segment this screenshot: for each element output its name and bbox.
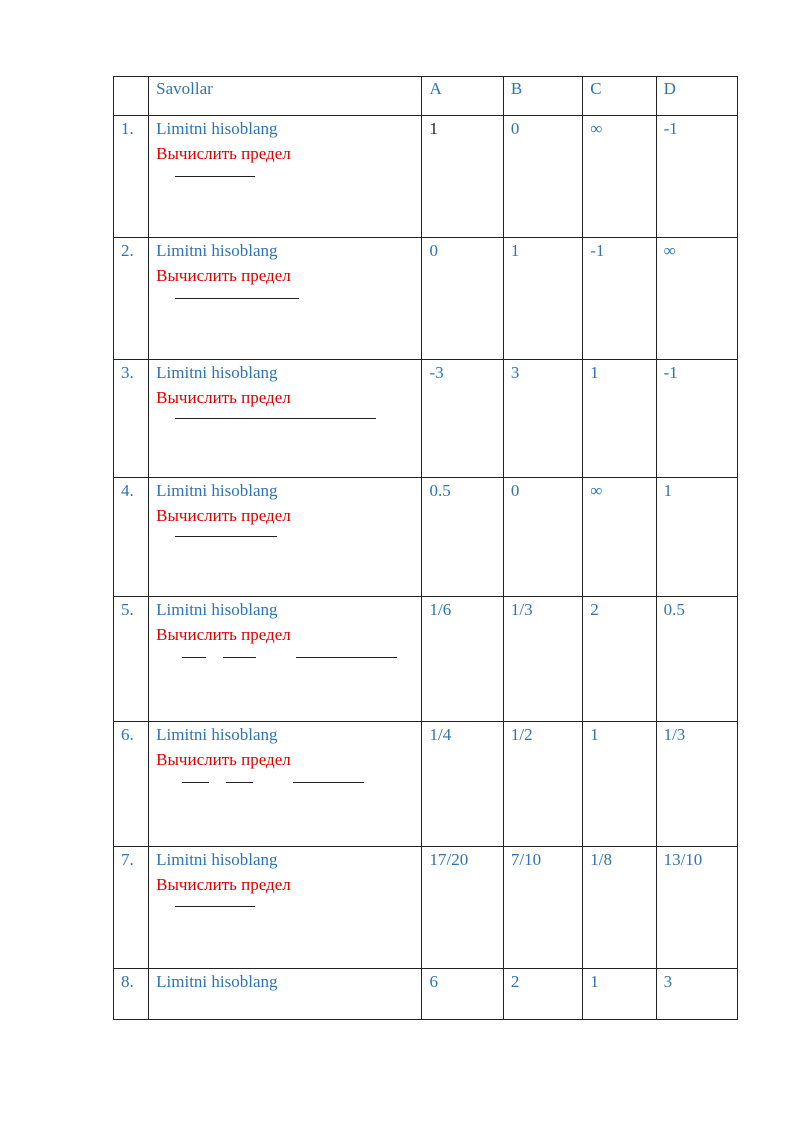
answer-b-cell <box>503 597 582 722</box>
answer-c-cell <box>583 969 656 1020</box>
question-cell <box>149 847 422 969</box>
question-cell <box>149 360 422 478</box>
answer-d: 0.5 <box>663 600 685 619</box>
answer-b-cell <box>503 360 582 478</box>
question-cell <box>149 478 422 597</box>
table-row <box>114 360 738 478</box>
header-questions-cell <box>149 77 422 116</box>
answer-b-cell <box>503 969 582 1020</box>
question-title: Limitni hisoblang <box>156 725 278 744</box>
question-number-cell <box>114 597 149 722</box>
answer-a-cell <box>422 478 503 597</box>
header-questions-label: Savollar <box>156 79 213 98</box>
table-row <box>114 597 738 722</box>
question-title: Limitni hisoblang <box>156 119 278 138</box>
question-number: 7. <box>121 850 134 869</box>
header-a-label: A <box>429 79 442 98</box>
question-cell <box>149 116 422 238</box>
answer-c: 1 <box>590 725 599 744</box>
question-subtitle: Вычислить предел <box>156 506 291 525</box>
question-number-cell <box>114 722 149 847</box>
question-subtitle: Вычислить предел <box>156 388 291 407</box>
question-number: 1. <box>121 119 134 138</box>
question-number: 5. <box>121 600 134 619</box>
formula-placeholder <box>156 647 421 677</box>
answer-d-cell <box>656 969 737 1020</box>
question-number-cell <box>114 478 149 597</box>
question-subtitle: Вычислить предел <box>156 144 291 163</box>
header-a-cell <box>422 77 503 116</box>
answer-d: -1 <box>663 119 678 138</box>
answer-d: 1 <box>663 481 673 500</box>
answer-d-cell <box>656 360 737 478</box>
question-number: 4. <box>121 481 134 500</box>
question-number-cell <box>114 116 149 238</box>
question-number-cell <box>114 969 149 1020</box>
answer-d: -1 <box>663 363 678 382</box>
header-number-cell <box>114 77 149 116</box>
answer-d-cell <box>656 597 737 722</box>
question-subtitle: Вычислить предел <box>156 625 291 644</box>
question-title: Limitni hisoblang <box>156 972 278 991</box>
question-cell <box>149 969 422 1020</box>
answer-c: ∞ <box>590 481 603 500</box>
header-b-cell <box>503 77 582 116</box>
answer-d: 3 <box>663 972 673 991</box>
question-number-cell <box>114 360 149 478</box>
answer-c: 1 <box>590 972 599 991</box>
answer-c-cell <box>583 478 656 597</box>
table-row <box>114 238 738 360</box>
question-title: Limitni hisoblang <box>156 850 278 869</box>
header-d-cell <box>656 77 737 116</box>
answer-a-cell <box>422 969 503 1020</box>
table-row <box>114 969 738 1020</box>
answer-b: 1/3 <box>510 600 533 619</box>
answer-a-cell <box>422 116 503 238</box>
answer-a: 1/4 <box>429 725 452 744</box>
answer-a: 6 <box>429 972 438 991</box>
formula-placeholder <box>156 897 421 927</box>
answer-c-cell <box>583 238 656 360</box>
answer-b-cell <box>503 238 582 360</box>
question-cell <box>149 722 422 847</box>
question-number: 6. <box>121 725 134 744</box>
answer-b: 1/2 <box>510 725 533 744</box>
table-row <box>114 847 738 969</box>
answer-a-cell <box>422 847 503 969</box>
question-title: Limitni hisoblang <box>156 481 278 500</box>
formula-placeholder <box>156 410 421 440</box>
answer-c-cell <box>583 597 656 722</box>
formula-placeholder <box>156 166 421 196</box>
answer-b-cell <box>503 722 582 847</box>
question-cell <box>149 597 422 722</box>
question-number: 3. <box>121 363 134 382</box>
answer-b-cell <box>503 116 582 238</box>
answer-b-cell <box>503 478 582 597</box>
answer-b: 1 <box>510 241 520 260</box>
answer-a-cell <box>422 360 503 478</box>
answer-d-cell <box>656 722 737 847</box>
question-subtitle: Вычислить предел <box>156 750 291 769</box>
answer-b: 3 <box>510 363 520 382</box>
question-subtitle: Вычислить предел <box>156 875 291 894</box>
answer-a: -3 <box>429 363 444 382</box>
answer-c: -1 <box>590 241 605 260</box>
answer-a: 0.5 <box>429 481 451 500</box>
answer-d: 1/3 <box>663 725 686 744</box>
answer-c-cell <box>583 116 656 238</box>
header-c-cell <box>583 77 656 116</box>
answer-b: 0 <box>510 481 520 500</box>
table-header-row <box>114 77 738 116</box>
question-number: 2. <box>121 241 134 260</box>
answer-a-cell <box>422 597 503 722</box>
answer-c: 2 <box>590 600 599 619</box>
answer-b: 2 <box>510 972 520 991</box>
answer-d-cell <box>656 116 737 238</box>
answer-c-cell <box>583 847 656 969</box>
header-c-label: C <box>590 79 602 98</box>
answer-a: 1/6 <box>429 600 452 619</box>
quiz-table <box>113 76 738 1020</box>
question-number-cell <box>114 238 149 360</box>
header-b-label: B <box>510 79 523 98</box>
answer-a-cell <box>422 238 503 360</box>
answer-c: 1 <box>590 363 599 382</box>
table-row <box>114 722 738 847</box>
question-number-cell <box>114 847 149 969</box>
answer-c-cell <box>583 360 656 478</box>
table-row <box>114 478 738 597</box>
question-number: 8. <box>121 972 134 991</box>
question-subtitle: Вычислить предел <box>156 266 291 285</box>
answer-c: ∞ <box>590 119 603 138</box>
formula-placeholder <box>156 288 421 318</box>
answer-d-cell <box>656 238 737 360</box>
answer-d: ∞ <box>663 241 676 260</box>
formula-placeholder <box>156 528 421 558</box>
answer-b: 7/10 <box>510 850 542 869</box>
answer-d: 13/10 <box>663 850 703 869</box>
answer-b-cell <box>503 847 582 969</box>
question-cell <box>149 238 422 360</box>
table-row <box>114 116 738 238</box>
answer-a: 0 <box>429 241 438 260</box>
answer-a-cell <box>422 722 503 847</box>
question-title: Limitni hisoblang <box>156 241 278 260</box>
answer-a: 17/20 <box>429 850 469 869</box>
answer-d-cell <box>656 847 737 969</box>
answer-c-cell <box>583 722 656 847</box>
answer-b: 0 <box>510 119 520 138</box>
answer-a: 1 <box>429 119 438 138</box>
answer-d-cell <box>656 478 737 597</box>
question-title: Limitni hisoblang <box>156 363 278 382</box>
formula-placeholder <box>156 772 421 802</box>
answer-c: 1/8 <box>590 850 612 869</box>
header-d-label: D <box>663 79 676 98</box>
question-title: Limitni hisoblang <box>156 600 278 619</box>
